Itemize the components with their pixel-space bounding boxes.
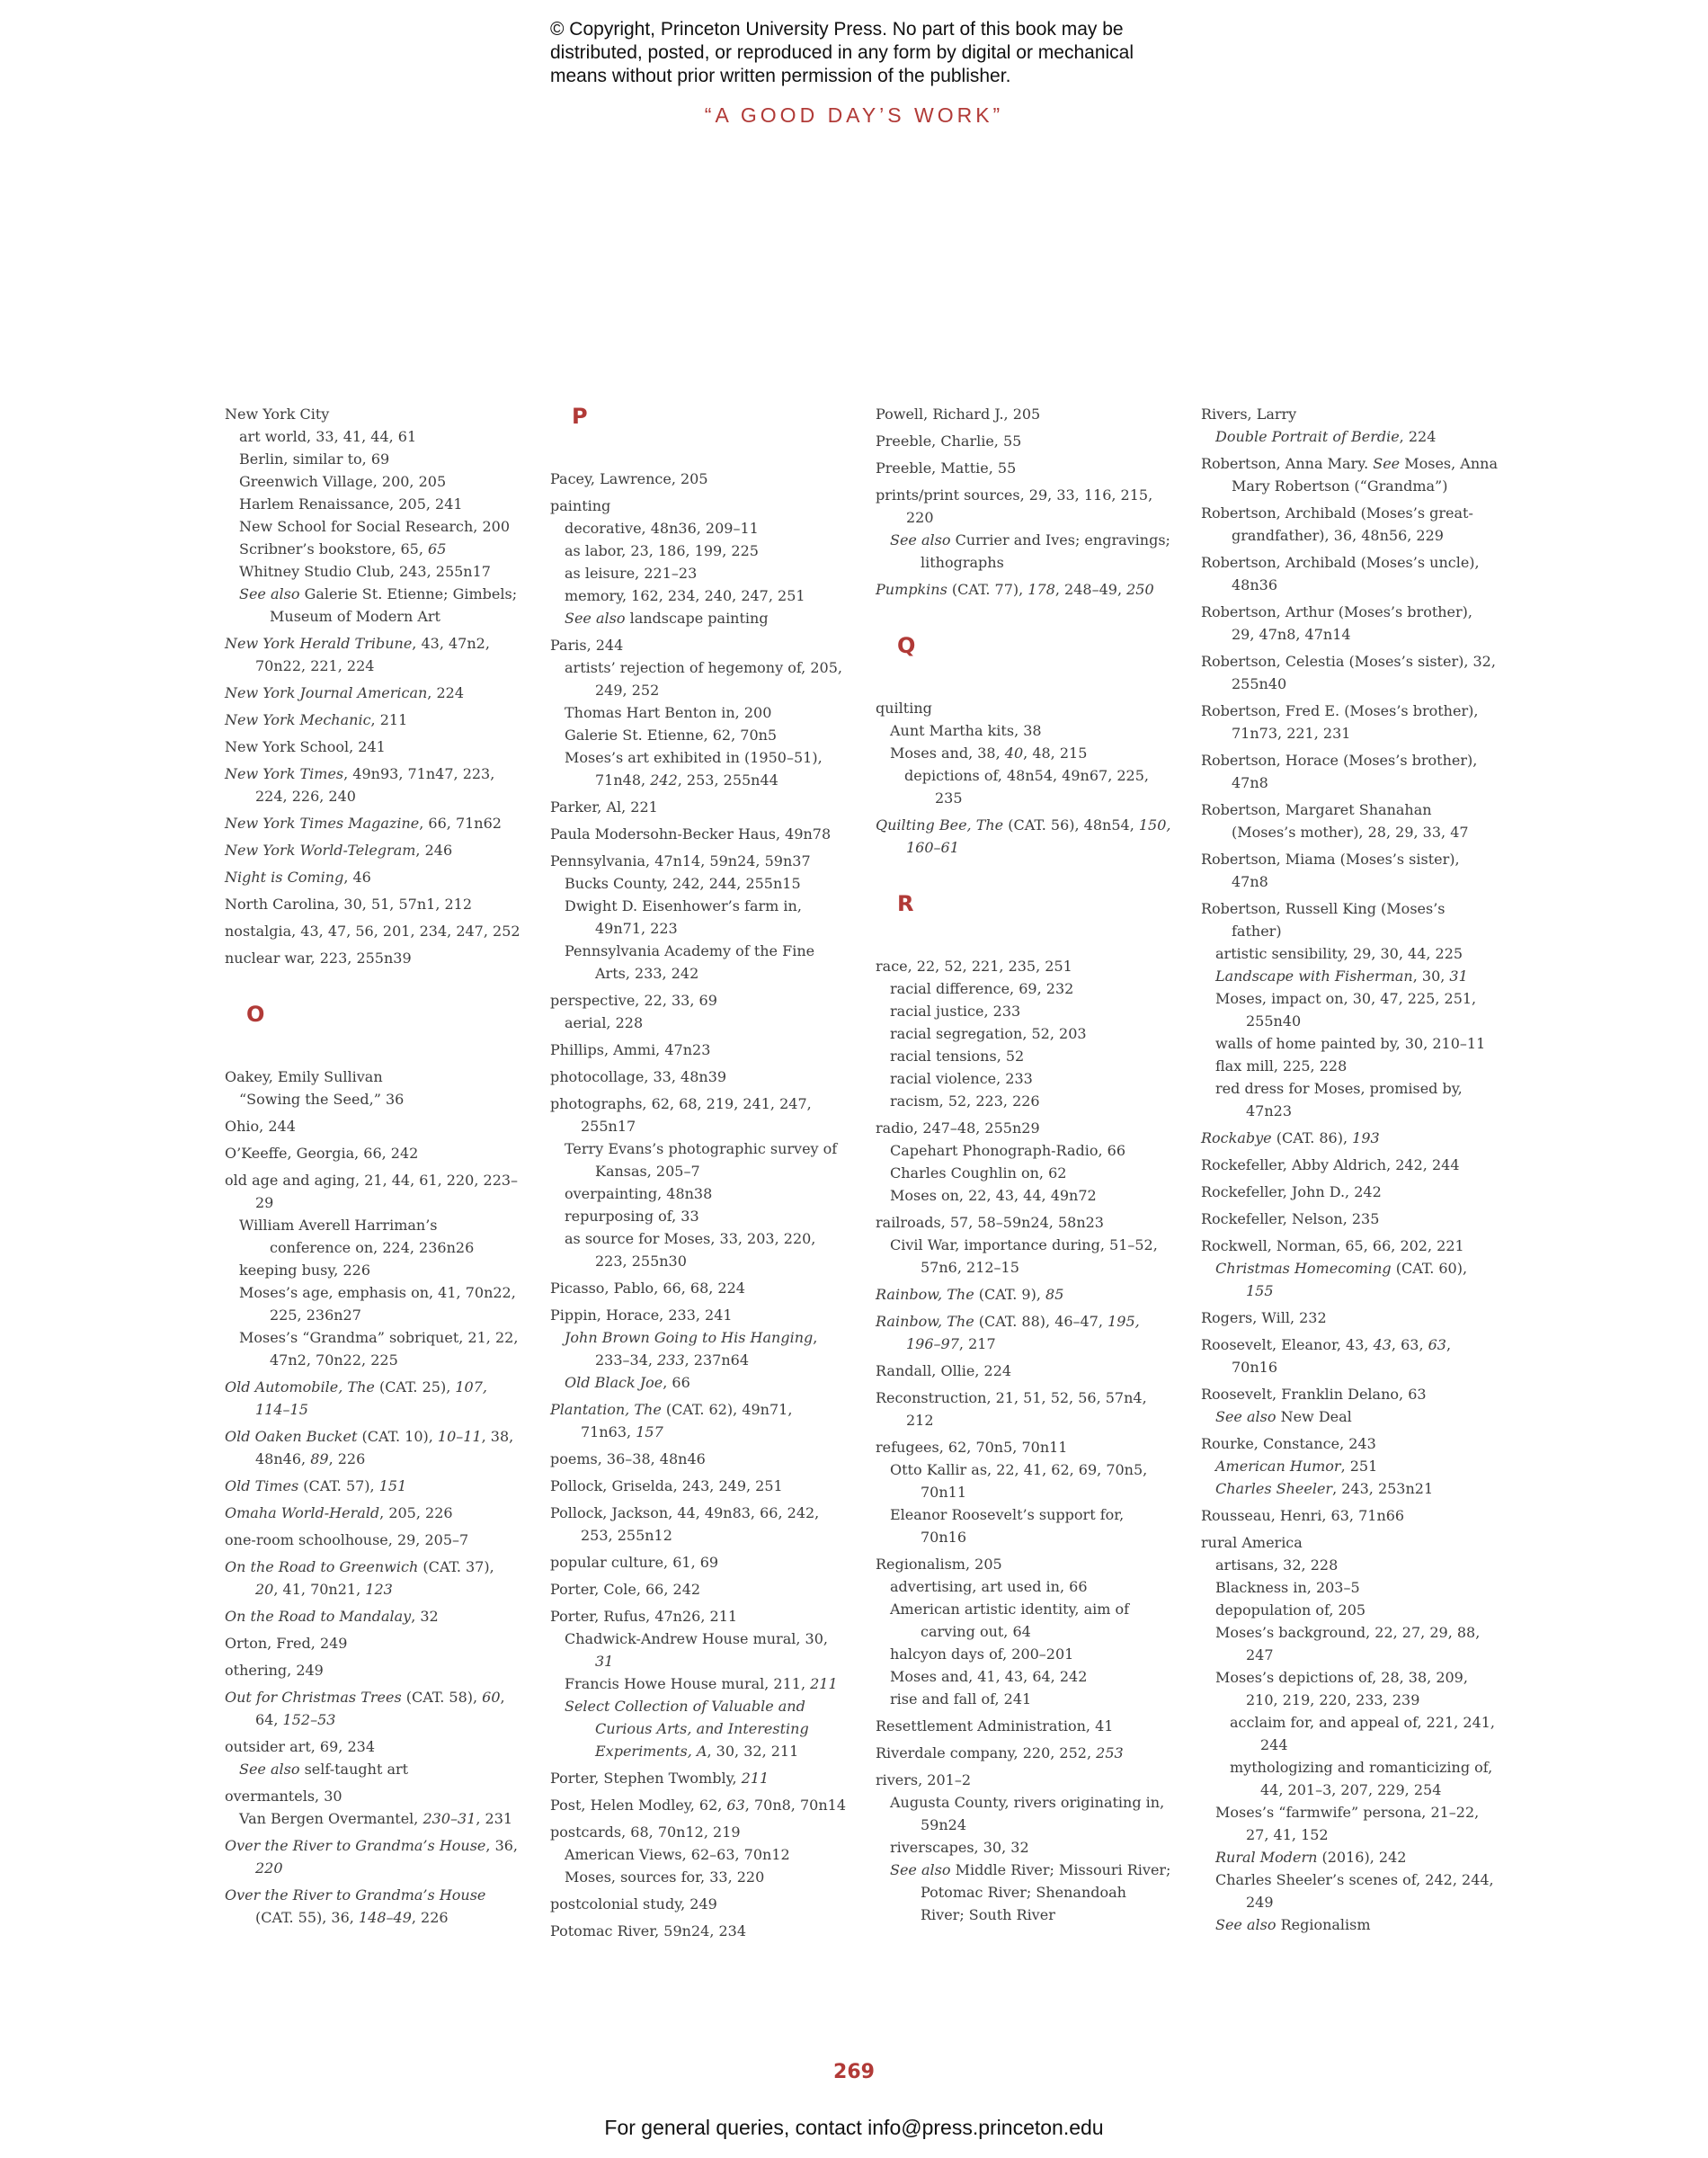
- index-entry: Robertson, Fred E. (Moses’s brother), 71n73, 221, 231: [1201, 702, 1479, 742]
- index-subentry: Aunt Martha kits, 38: [890, 722, 1042, 739]
- index-entry: New York World-Telegram, 246: [225, 842, 453, 859]
- index-entry: Rockefeller, Nelson, 235: [1201, 1210, 1380, 1227]
- index-entry: North Carolina, 30, 51, 57n1, 212: [225, 896, 473, 913]
- index-subentry: memory, 162, 234, 240, 247, 251: [565, 587, 805, 604]
- index-entry: Reconstruction, 21, 51, 52, 56, 57n4, 212: [876, 1389, 1147, 1429]
- index-subentry: art world, 33, 41, 44, 61: [239, 428, 417, 445]
- copyright-notice: © Copyright, Princeton University Press. No part of this book may be distributed, posted, or reproduced in any form by digital or mechanical means without prior written permission of the publisher.: [550, 19, 1134, 86]
- index-column-4: [1201, 403, 1498, 1936]
- index-subentry: See also Regionalism: [1215, 1916, 1371, 1933]
- section-letter: P: [572, 404, 588, 429]
- index-subentry: mythologizing and romanticizing of, 44, 201–3, 207, 229, 254: [1230, 1759, 1493, 1798]
- index-entry: New York Journal American, 224: [225, 684, 465, 701]
- index-subentry: Dwight D. Eisenhower’s farm in, 49n71, 223: [565, 897, 802, 937]
- index-subentry: Francis Howe House mural, 211, 211: [565, 1675, 838, 1692]
- index-subentry: Select Collection of Valuable and Curious Arts, and Interesting Experiments, A, 30, 32, 211: [565, 1698, 809, 1760]
- index-subentry: Van Bergen Overmantel, 230–31, 231: [239, 1810, 513, 1827]
- index-subentry: New School for Social Research, 200: [239, 518, 511, 535]
- index-subentry: Chadwick-Andrew House mural, 30, 31: [565, 1630, 828, 1670]
- index-entry: perspective, 22, 33, 69: [550, 992, 717, 1009]
- index-entry: railroads, 57, 58–59n24, 58n23: [876, 1214, 1104, 1231]
- index-subentry: Landscape with Fisherman, 30, 31: [1215, 968, 1468, 985]
- index-subentry: Christmas Homecoming (CAT. 60), 155: [1215, 1260, 1468, 1299]
- index-entry: Quilting Bee, The (CAT. 56), 48n54, 150, 160–61: [876, 816, 1171, 856]
- index-entry: Over the River to Grandma’s House, 36, 220: [225, 1837, 519, 1877]
- index-entry: Rockefeller, John D., 242: [1201, 1183, 1382, 1200]
- index-subentry: Harlem Renaissance, 205, 241: [239, 495, 463, 513]
- index-subentry: Moses’s art exhibited in (1950–51), 71n48, 242, 253, 255n44: [565, 749, 823, 789]
- index-entry: Robertson, Archibald (Moses’s uncle), 48n36: [1201, 554, 1480, 593]
- index-subentry: Moses and, 41, 43, 64, 242: [890, 1668, 1088, 1685]
- index-subentry: Charles Coughlin on, 62: [890, 1164, 1067, 1182]
- index-subentry: racial violence, 233: [890, 1070, 1033, 1087]
- index-subentry: Moses’s “Grandma” sobriquet, 21, 22, 47n2, 70n22, 225: [239, 1329, 519, 1369]
- index-column-1: [225, 403, 521, 1933]
- index-entry: Rockwell, Norman, 65, 66, 202, 221: [1201, 1237, 1464, 1254]
- index-subentry: See also New Deal: [1215, 1408, 1352, 1425]
- index-entry: O’Keeffe, Georgia, 66, 242: [225, 1145, 419, 1162]
- index-entry: Out for Christmas Trees (CAT. 58), 60, 64, 152–53: [225, 1689, 505, 1728]
- index-entry: Picasso, Pablo, 66, 68, 224: [550, 1280, 745, 1297]
- index-subentry: as source for Moses, 33, 203, 220, 223, 255n30: [565, 1230, 816, 1270]
- index-subentry: Moses and, 38, 40, 48, 215: [890, 745, 1088, 762]
- index-subentry: See also self-taught art: [239, 1761, 409, 1778]
- index-entry: New York Mechanic, 211: [225, 711, 408, 728]
- index-entry: popular culture, 61, 69: [550, 1554, 719, 1571]
- index-subentry: Moses on, 22, 43, 44, 49n72: [890, 1187, 1097, 1204]
- index-entry: Rogers, Will, 232: [1201, 1309, 1327, 1326]
- index-subentry: See also Currier and Ives; engravings; lithographs: [890, 531, 1170, 571]
- index-subentry: Charles Sheeler’s scenes of, 242, 244, 249: [1215, 1871, 1494, 1911]
- index-entry: Rainbow, The (CAT. 9), 85: [876, 1286, 1064, 1303]
- index-subentry: racial segregation, 52, 203: [890, 1025, 1087, 1042]
- index-entry: one-room schoolhouse, 29, 205–7: [225, 1531, 469, 1548]
- index-entry: New York Times Magazine, 66, 71n62: [225, 815, 502, 832]
- index-subentry: Thomas Hart Benton in, 200: [565, 704, 772, 721]
- index-entry: Roosevelt, Franklin Delano, 63: [1201, 1386, 1427, 1403]
- index-entry: Pollock, Jackson, 44, 49n83, 66, 242, 253, 255n12: [550, 1504, 820, 1544]
- index-subentry: William Averell Harriman’s conference on, 224, 236n26: [239, 1217, 475, 1256]
- index-subentry: racial tensions, 52: [890, 1048, 1025, 1065]
- index-subentry: aerial, 228: [565, 1014, 644, 1031]
- index-subentry: Rural Modern (2016), 242: [1215, 1849, 1407, 1866]
- index-entry: Porter, Cole, 66, 242: [550, 1581, 701, 1598]
- index-subentry: Charles Sheeler, 243, 253n21: [1215, 1480, 1434, 1497]
- index-subentry: racial difference, 69, 232: [890, 980, 1074, 997]
- index-subentry: overpainting, 48n38: [565, 1185, 713, 1202]
- index-entry: Over the River to Grandma’s House (CAT. 55), 36, 148–49, 226: [225, 1886, 486, 1926]
- index-entry: Robertson, Celestia (Moses’s sister), 32, 255n40: [1201, 653, 1496, 692]
- index-entry: New York Herald Tribune, 43, 47n2, 70n22, 221, 224: [225, 635, 490, 674]
- index-subentry: Otto Kallir as, 22, 41, 62, 69, 70n5, 70n11: [890, 1461, 1148, 1501]
- index-subentry: Capehart Phonograph-Radio, 66: [890, 1142, 1125, 1159]
- index-entry: Roosevelt, Eleanor, 43, 43, 63, 63, 70n16: [1201, 1336, 1452, 1376]
- index-subentry: as labor, 23, 186, 199, 225: [565, 542, 759, 559]
- index-subentry: Moses, impact on, 30, 47, 225, 251, 255n40: [1215, 990, 1477, 1030]
- index-entry: othering, 249: [225, 1662, 324, 1679]
- index-entry: Paula Modersohn-Becker Haus, 49n78: [550, 825, 832, 843]
- index-entry: outsider art, 69, 234: [225, 1738, 375, 1755]
- index-entry: Randall, Ollie, 224: [876, 1362, 1012, 1379]
- index-entry: poems, 36–38, 48n46: [550, 1450, 706, 1467]
- index-entry: prints/print sources, 29, 33, 116, 215, 220: [876, 486, 1153, 526]
- index-entry: photographs, 62, 68, 219, 241, 247, 255n17: [550, 1095, 812, 1135]
- index-subentry: American Humor, 251: [1215, 1458, 1378, 1475]
- index-subentry: See also Middle River; Missouri River; Potomac River; Shenandoah River; South River: [890, 1861, 1171, 1923]
- index-subentry: Blackness in, 203–5: [1215, 1579, 1360, 1596]
- index-entry: race, 22, 52, 221, 235, 251: [876, 958, 1072, 975]
- index-subentry: Scribner’s bookstore, 65, 65: [239, 540, 447, 557]
- index-entry: On the Road to Mandalay, 32: [225, 1608, 439, 1625]
- index-entry: Rourke, Constance, 243: [1201, 1435, 1376, 1452]
- index-entry: Pumpkins (CAT. 77), 178, 248–49, 250: [876, 581, 1154, 598]
- index-entry: On the Road to Greenwich (CAT. 37), 20, 41, 70n21, 123: [225, 1558, 494, 1598]
- index-entry: Parker, Al, 221: [550, 798, 658, 816]
- index-entry: Pollock, Griselda, 243, 249, 251: [550, 1477, 783, 1494]
- index-entry: New York City: [225, 406, 330, 423]
- index-entry: rivers, 201–2: [876, 1771, 972, 1788]
- index-entry: postcolonial study, 249: [550, 1895, 717, 1913]
- index-entry: Omaha World-Herald, 205, 226: [225, 1504, 453, 1521]
- index-subentry: American Views, 62–63, 70n12: [565, 1846, 790, 1863]
- index-column-2: [550, 403, 847, 1947]
- index-subentry: See also Galerie St. Etienne; Gimbels; Museum of Modern Art: [239, 585, 518, 625]
- index-subentry: Double Portrait of Berdie, 224: [1215, 428, 1437, 445]
- index-entry: Old Automobile, The (CAT. 25), 107, 114–15: [225, 1378, 487, 1418]
- index-entry: New York Times, 49n93, 71n47, 223, 224, 226, 240: [225, 765, 495, 805]
- index-entry: Riverdale company, 220, 252, 253: [876, 1744, 1124, 1761]
- index-entry: New York School, 241: [225, 738, 386, 755]
- index-subentry: flax mill, 225, 228: [1215, 1057, 1348, 1075]
- index-subentry: Whitney Studio Club, 243, 255n17: [239, 563, 491, 580]
- section-letter: O: [246, 1002, 265, 1027]
- index-subentry: walls of home painted by, 30, 210–11: [1215, 1035, 1486, 1052]
- index-subentry: Moses, sources for, 33, 220: [565, 1868, 765, 1886]
- index-column-3: [876, 403, 1172, 1926]
- index-subentry: acclaim for, and appeal of, 221, 241, 244: [1230, 1714, 1496, 1753]
- index-subentry: halcyon days of, 200–201: [890, 1645, 1074, 1663]
- index-entry: postcards, 68, 70n12, 219: [550, 1824, 741, 1841]
- index-subentry: Moses’s “farmwife” persona, 21–22, 27, 41, 152: [1215, 1804, 1480, 1843]
- index-entry: nuclear war, 223, 255n39: [225, 950, 412, 967]
- index-entry: Ohio, 244: [225, 1118, 296, 1135]
- index-subentry: advertising, art used in, 66: [890, 1578, 1088, 1595]
- index-entry: Night is Coming, 46: [225, 869, 371, 886]
- index-subentry: repurposing of, 33: [565, 1208, 699, 1225]
- index-entry: Rousseau, Henri, 63, 71n66: [1201, 1507, 1405, 1524]
- index-subentry: depopulation of, 205: [1215, 1601, 1366, 1618]
- index-entry: Paris, 244: [550, 637, 624, 654]
- index-entry: Powell, Richard J., 205: [876, 406, 1041, 423]
- index-entry: Rockabye (CAT. 86), 193: [1201, 1129, 1380, 1146]
- index-entry: Robertson, Russell King (Moses’s father): [1201, 900, 1446, 940]
- index-entry: Plantation, The (CAT. 62), 49n71, 71n63, 157: [550, 1401, 793, 1440]
- index-entry: Porter, Rufus, 47n26, 211: [550, 1608, 738, 1625]
- index-subentry: Moses’s age, emphasis on, 41, 70n22, 225, 236n27: [239, 1284, 516, 1324]
- index-subentry: artisans, 32, 228: [1215, 1556, 1339, 1574]
- index-entry: Rockefeller, Abby Aldrich, 242, 244: [1201, 1156, 1460, 1173]
- index-subentry: red dress for Moses, promised by, 47n23: [1215, 1080, 1463, 1119]
- index-subentry: as leisure, 221–23: [565, 565, 698, 582]
- index-subentry: Berlin, similar to, 69: [239, 450, 390, 468]
- index-subentry: Greenwich Village, 200, 205: [239, 473, 447, 490]
- index-subentry: depictions of, 48n54, 49n67, 225, 235: [904, 767, 1149, 807]
- index-entry: Robertson, Arthur (Moses’s brother), 29, 47n8, 47n14: [1201, 603, 1472, 643]
- index-subentry: Bucks County, 242, 244, 255n15: [565, 875, 801, 892]
- running-head: “A GOOD DAY’S WORK”: [704, 103, 1004, 127]
- index-subentry: Pennsylvania Academy of the Fine Arts, 233, 242: [565, 942, 815, 982]
- index-entry: Old Times (CAT. 57), 151: [225, 1477, 407, 1494]
- index-subentry: American artistic identity, aim of carving out, 64: [890, 1601, 1130, 1640]
- index-subentry: Terry Evans’s photographic survey of Kansas, 205–7: [565, 1140, 838, 1180]
- index-subentry: decorative, 48n36, 209–11: [565, 520, 759, 537]
- index-subentry: Old Black Joe, 66: [565, 1374, 690, 1391]
- index-subentry: See also landscape painting: [565, 610, 769, 627]
- index-subentry: artistic sensibility, 29, 30, 44, 225: [1215, 945, 1463, 962]
- index-entry: quilting: [876, 700, 932, 717]
- index-subentry: racism, 52, 223, 226: [890, 1092, 1040, 1110]
- index-subentry: racial justice, 233: [890, 1003, 1021, 1020]
- section-letter: R: [897, 891, 914, 916]
- index-subentry: Civil War, importance during, 51–52, 57n6, 212–15: [890, 1236, 1158, 1276]
- index-entry: Resettlement Administration, 41: [876, 1717, 1114, 1734]
- index-entry: Phillips, Ammi, 47n23: [550, 1041, 711, 1058]
- index-entry: Robertson, Horace (Moses’s brother), 47n8: [1201, 752, 1478, 791]
- index-entry: Post, Helen Modley, 62, 63, 70n8, 70n14: [550, 1797, 846, 1814]
- index-subentry: Moses’s background, 22, 27, 29, 88, 247: [1215, 1624, 1481, 1663]
- index-subentry: riverscapes, 30, 32: [890, 1839, 1029, 1856]
- index-entry: refugees, 62, 70n5, 70n11: [876, 1439, 1068, 1456]
- index-entry: painting: [550, 497, 611, 514]
- index-entry: Old Oaken Bucket (CAT. 10), 10–11, 38, 48n46, 89, 226: [225, 1428, 514, 1467]
- index-entry: Rainbow, The (CAT. 88), 46–47, 195, 196–97, 217: [876, 1313, 1140, 1352]
- index-subentry: rise and fall of, 241: [890, 1690, 1032, 1708]
- index-subentry: keeping busy, 226: [239, 1262, 371, 1279]
- index-subentry: Augusta County, rivers originating in, 59n24: [890, 1794, 1165, 1833]
- index-entry: overmantels, 30: [225, 1788, 342, 1805]
- page-number: 269: [833, 2061, 875, 2083]
- index-entry: Robertson, Miama (Moses’s sister), 47n8: [1201, 851, 1460, 890]
- index-entry: Pippin, Horace, 233, 241: [550, 1306, 733, 1324]
- index-entry: Regionalism, 205: [876, 1556, 1002, 1573]
- index-entry: Preeble, Mattie, 55: [876, 459, 1017, 477]
- index-entry: Porter, Stephen Twombly, 211: [550, 1770, 769, 1787]
- index-entry: nostalgia, 43, 47, 56, 201, 234, 247, 252: [225, 923, 520, 940]
- index-entry: rural America: [1201, 1534, 1303, 1551]
- index-subentry: Eleanor Roosevelt’s support for, 70n16: [890, 1506, 1125, 1546]
- index-entry: Potomac River, 59n24, 234: [550, 1922, 747, 1940]
- index-entry: Robertson, Anna Mary. See Moses, Anna Mary Robertson (“Grandma”): [1201, 455, 1499, 495]
- index-entry: Orton, Fred, 249: [225, 1635, 348, 1652]
- index-entry: photocollage, 33, 48n39: [550, 1068, 727, 1085]
- index-entry: Pacey, Lawrence, 205: [550, 470, 708, 487]
- index-subentry: Moses’s depictions of, 28, 38, 209, 210, 219, 220, 233, 239: [1215, 1669, 1468, 1708]
- footer-contact: For general queries, contact info@press.princeton.edu: [604, 2116, 1104, 2139]
- index-subentry: “Sowing the Seed,” 36: [239, 1091, 405, 1108]
- index-entry: Robertson, Archibald (Moses’s great-grandfather), 36, 48n56, 229: [1201, 504, 1473, 544]
- index-entry: Rivers, Larry: [1201, 406, 1297, 423]
- index-entry: Robertson, Margaret Shanahan (Moses’s mother), 28, 29, 33, 47: [1201, 801, 1469, 841]
- index-entry: Preeble, Charlie, 55: [876, 432, 1022, 450]
- section-letter: Q: [897, 633, 916, 658]
- index-entry: radio, 247–48, 255n29: [876, 1119, 1040, 1137]
- index-entry: old age and aging, 21, 44, 61, 220, 223–29: [225, 1172, 519, 1211]
- index-subentry: Galerie St. Etienne, 62, 70n5: [565, 727, 778, 744]
- index-subentry: John Brown Going to His Hanging, 233–34, 233, 237n64: [565, 1329, 818, 1369]
- index-subentry: artists’ rejection of hegemony of, 205, 249, 252: [565, 659, 842, 699]
- index-entry: Oakey, Emily Sullivan: [225, 1068, 383, 1085]
- index-entry: Pennsylvania, 47n14, 59n24, 59n37: [550, 852, 811, 869]
